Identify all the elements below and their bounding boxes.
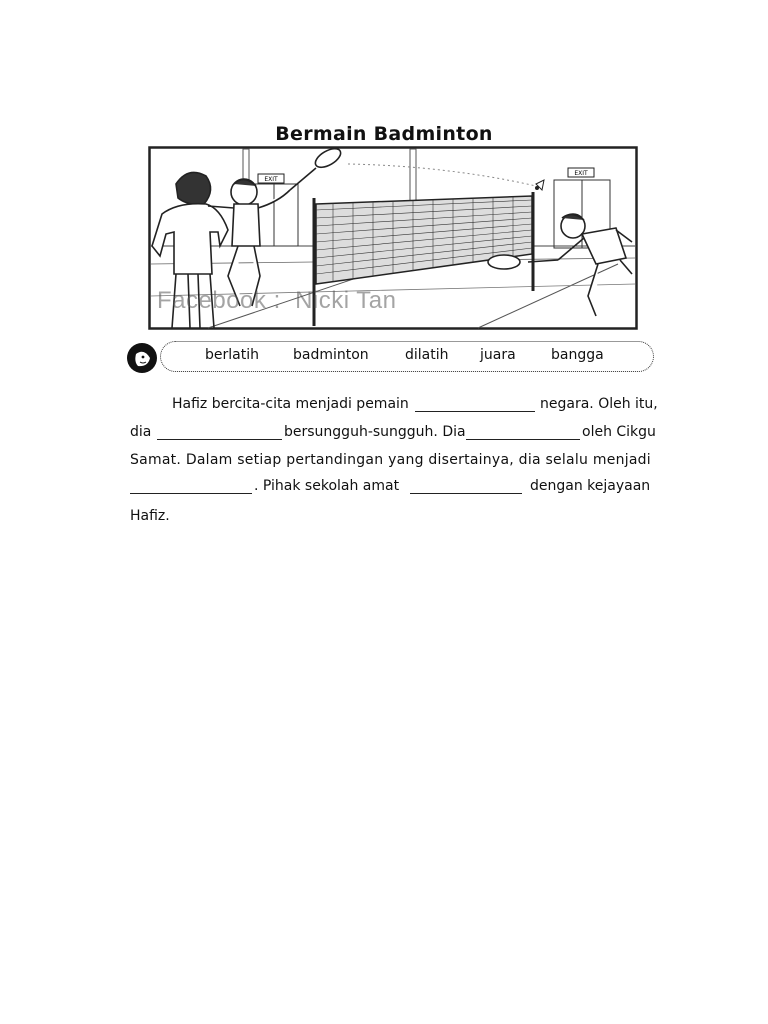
exit-sign-left: EXIT bbox=[264, 176, 278, 183]
passage-line-1 bbox=[130, 396, 662, 418]
passage-text: dengan kejayaan bbox=[530, 478, 651, 494]
exit-sign-right: EXIT bbox=[574, 170, 588, 177]
word-bank-item: juara bbox=[480, 347, 516, 363]
word-bank-item: bangga bbox=[551, 347, 604, 363]
passage-line-4 bbox=[130, 478, 662, 500]
worksheet-title: Bermain Badminton bbox=[275, 123, 493, 145]
girl-face-icon bbox=[124, 340, 160, 376]
passage-text: dia bbox=[130, 424, 152, 440]
passage-text: Samat. Dalam setiap pertandingan yang disertainya, dia selalu menjadi bbox=[130, 452, 651, 468]
passage-text: Hafiz. bbox=[130, 508, 170, 524]
answer-blank-5[interactable] bbox=[410, 493, 522, 494]
passage-line-2 bbox=[130, 424, 662, 446]
answer-blank-2[interactable] bbox=[157, 439, 282, 440]
answer-blank-1[interactable] bbox=[415, 411, 535, 412]
passage-text: . Pihak sekolah amat bbox=[254, 478, 400, 494]
passage-text: oleh Cikgu bbox=[582, 424, 656, 440]
word-bank-item: badminton bbox=[293, 347, 369, 363]
word-bank-item: berlatih bbox=[205, 347, 259, 363]
word-bank-item: dilatih bbox=[405, 347, 449, 363]
facebook-watermark: Facebook : Nicki Tan bbox=[157, 287, 397, 314]
passage-text: Hafiz bercita-cita menjadi pemain bbox=[172, 396, 409, 412]
passage-line-3 bbox=[130, 452, 662, 474]
passage-text: bersungguh-sungguh. Dia bbox=[284, 424, 466, 440]
answer-blank-3[interactable] bbox=[466, 439, 580, 440]
passage-line-5 bbox=[130, 508, 662, 530]
passage-text: negara. Oleh itu, bbox=[540, 396, 658, 412]
answer-blank-4[interactable] bbox=[130, 493, 252, 494]
